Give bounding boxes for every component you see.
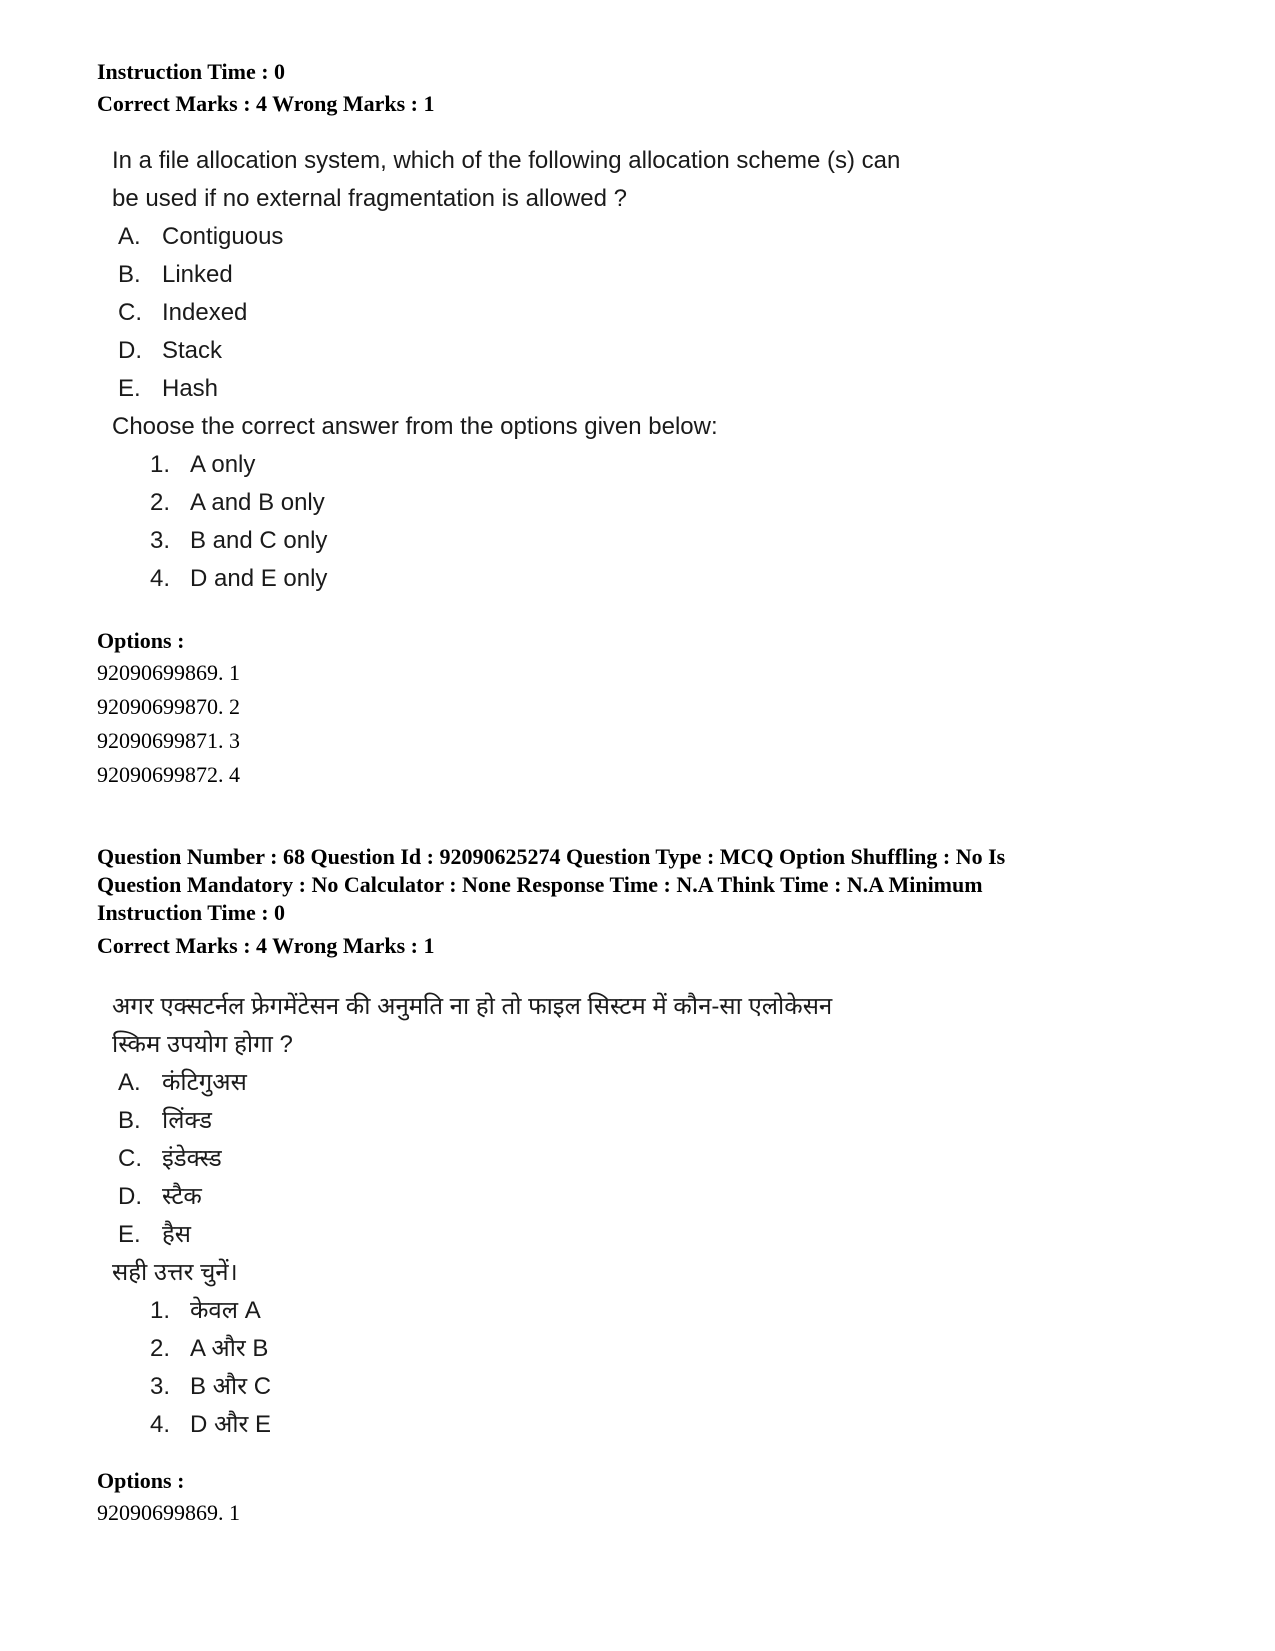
- instruction-time: Instruction Time : 0: [97, 59, 286, 84]
- statement-item: [118, 218, 900, 256]
- answer-text: A और B: [190, 1335, 269, 1362]
- options-heading: Options :: [97, 1468, 185, 1493]
- answer-item: [150, 484, 900, 522]
- answer-item: [150, 1368, 832, 1406]
- statement-item: [118, 332, 900, 370]
- question-body: [112, 988, 832, 1444]
- statement-item: [118, 1064, 832, 1102]
- question-line: be used if no external fragmentation is allowed ?: [112, 185, 627, 212]
- answer-label: 1.: [150, 1297, 171, 1324]
- statement-item: [118, 256, 900, 294]
- answer-item: [150, 1406, 832, 1444]
- option-id-item: 92090699870. 2: [97, 694, 240, 719]
- statement-item: [118, 1140, 832, 1178]
- answer-text: B and C only: [190, 527, 328, 554]
- statement-label: C.: [118, 299, 142, 326]
- statement-text: हैस: [162, 1221, 191, 1248]
- question-line: अगर एक्सटर्नल फ्रेगमेंटेसन की अनुमति ना हो तो फाइल सिस्टम में कौन-सा एलोकेसन: [112, 993, 833, 1020]
- answer-text: A and B only: [190, 489, 325, 516]
- answer-label: 2.: [150, 1335, 171, 1362]
- statement-label: D.: [118, 1183, 142, 1210]
- answer-label: 2.: [150, 489, 171, 516]
- answer-text: A only: [190, 451, 256, 478]
- statement-item: [118, 370, 900, 408]
- statement-text: Linked: [162, 261, 233, 288]
- answer-list: [112, 1292, 832, 1444]
- answer-label: 4.: [150, 565, 171, 592]
- statement-text: Contiguous: [162, 223, 284, 250]
- answer-item: [150, 522, 900, 560]
- statement-list: [112, 1064, 832, 1254]
- statement-text: कंटिगुअस: [162, 1069, 247, 1096]
- statement-item: [118, 1178, 832, 1216]
- answer-item: [150, 560, 900, 598]
- statement-label: E.: [118, 1221, 141, 1248]
- answer-label: 3.: [150, 527, 171, 554]
- statement-label: A.: [118, 1069, 141, 1096]
- statement-label: E.: [118, 375, 141, 402]
- answer-list: [112, 446, 900, 598]
- answer-text: B और C: [190, 1373, 272, 1400]
- question-header-line: Instruction Time : 0: [97, 900, 286, 925]
- answer-text: D और E: [190, 1411, 272, 1438]
- marks-line: Correct Marks : 4 Wrong Marks : 1: [97, 91, 435, 116]
- statement-label: B.: [118, 1107, 141, 1134]
- answer-label: 4.: [150, 1411, 171, 1438]
- option-id-item: 92090699872. 4: [97, 762, 240, 787]
- statement-item: [118, 1102, 832, 1140]
- question-line: स्किम उपयोग होगा ?: [112, 1031, 293, 1058]
- question-header: [97, 843, 1005, 927]
- answer-text: D and E only: [190, 565, 328, 592]
- choose-instruction: Choose the correct answer from the options given below:: [112, 413, 718, 440]
- options-heading: Options :: [97, 628, 185, 653]
- answer-label: 1.: [150, 451, 171, 478]
- answer-label: 3.: [150, 1373, 171, 1400]
- statement-label: D.: [118, 337, 142, 364]
- statement-label: C.: [118, 1145, 142, 1172]
- statement-text: Hash: [162, 375, 219, 402]
- statement-label: A.: [118, 223, 141, 250]
- statement-item: [118, 1216, 832, 1254]
- question-line: In a file allocation system, which of the following allocation scheme (s) can: [112, 147, 901, 174]
- answer-item: [150, 1330, 832, 1368]
- marks-line: Correct Marks : 4 Wrong Marks : 1: [97, 933, 435, 958]
- question-body: [112, 142, 900, 598]
- statement-text: लिंक्ड: [162, 1107, 212, 1134]
- question-header-line: Question Number : 68 Question Id : 92090625274 Question Type : MCQ Option Shuffling : No Is: [97, 844, 1006, 869]
- answer-text: केवल A: [190, 1297, 261, 1324]
- statement-label: B.: [118, 261, 141, 288]
- option-id-item: 92090699869. 1: [97, 1500, 240, 1525]
- statement-list: [112, 218, 900, 408]
- answer-item: [150, 446, 900, 484]
- option-id-item: 92090699869. 1: [97, 660, 240, 685]
- options-list: [97, 1496, 240, 1530]
- question-header-line: Question Mandatory : No Calculator : None Response Time : N.A Think Time : N.A Minimum: [97, 872, 983, 897]
- statement-text: Indexed: [162, 299, 248, 326]
- statement-text: Stack: [162, 337, 223, 364]
- choose-instruction: सही उत्तर चुनें।: [112, 1259, 238, 1286]
- statement-item: [118, 294, 900, 332]
- statement-text: इंडेक्स्ड: [162, 1145, 222, 1172]
- answer-item: [150, 1292, 832, 1330]
- statement-text: स्टैक: [162, 1183, 202, 1210]
- options-list: [97, 656, 240, 792]
- option-id-item: 92090699871. 3: [97, 728, 240, 753]
